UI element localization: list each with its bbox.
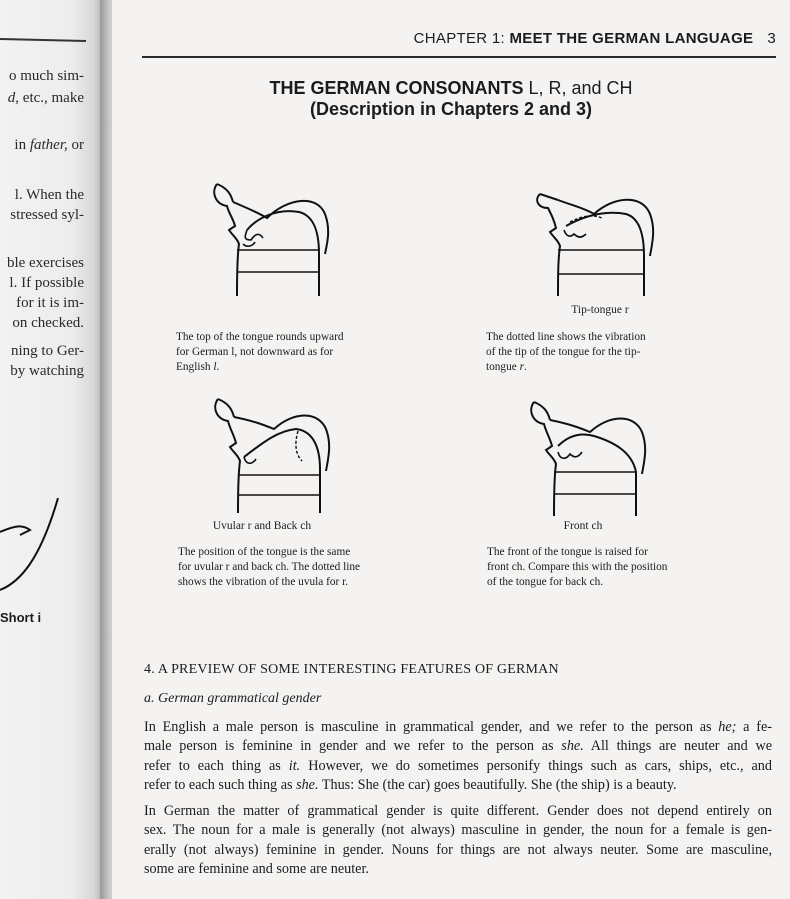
previous-page-header-rule [0,38,86,42]
paragraph-line-italic: it. [288,757,301,774]
paragraph-german-gender [144,802,772,880]
book-page [112,0,790,899]
caption-line: The top of the tongue rounds upward [176,331,344,343]
short-i-label: Short i [0,610,42,625]
paragraph-line-text: male person is feminine in gender and we refer to the person as [144,738,562,755]
previous-page-line-text [8,90,84,106]
caption-tip-tongue-r [486,330,726,375]
paragraph-line-italic: she. [561,738,584,755]
paragraph-line: erally (not always) feminine in gender. Nouns for things are not always neuter. Some are masculine, [144,841,772,858]
caption-line-text-after: . [216,361,220,373]
caption-line [486,360,726,375]
caption-line: for uvular r and back ch. The dotted line [178,561,361,573]
paragraph-line-text-after: However, we do sometimes personify things such as cars, ships, etc., and [300,757,772,774]
paragraph-line-text-after: All things are neuter and we [583,738,773,755]
previous-page-line-text: on checked. [12,315,84,331]
paragraph-line-italic: he; [718,719,737,735]
caption-line: The position of the tongue is the same [178,546,351,558]
caption-line-text: tongue [486,361,520,373]
chapter-number: CHAPTER 1: [413,30,505,47]
chapter-title: MEET THE GERMAN LANGUAGE [509,30,754,47]
previous-page-line-text: ning to Ger- [10,343,84,359]
caption-line-text-after: . [523,361,527,373]
paragraph-line-text: In English a male person is masculine in grammatical gender, and we refer to the person as [144,719,719,735]
page-number: 3 [767,30,776,47]
uvular-r-back-ch-mouth-diagram [208,395,338,515]
paragraph-line [144,737,772,756]
previous-page-line-text: l. If possible [9,275,84,291]
paragraph-line-text-after: a fe- [736,719,772,735]
caption-german-l [176,330,416,375]
paragraph-english-gender [144,718,772,796]
paragraph-line [144,757,772,776]
figure-title [112,78,790,120]
paragraph-line [144,776,772,795]
previous-page-line [14,137,84,154]
paragraph-line: In German the matter of grammatical gender is quite different. Gender does not depend entirely on [144,803,772,819]
section-heading: 4. A PREVIEW OF SOME INTERESTING FEATURES OF GERMAN [144,662,559,677]
caption-line-italic: l [213,361,217,373]
running-header [142,30,776,56]
paragraph-line: sex. The noun for a male is generally (not always) masculine in gender, the noun for a female is gen- [144,822,772,839]
paragraph-line-text: refer to each thing as [144,757,289,774]
caption-line: for German l, not downward as for [176,346,334,358]
previous-page-line [8,90,84,107]
previous-page-line [9,275,84,292]
caption-line: of the tip of the tongue for the tip- [486,346,641,358]
tip-tongue-r-mouth-diagram [530,178,660,298]
previous-page-line-text-italic: d [7,90,16,106]
header-rule [142,56,776,58]
previous-page-line-text: ble exercises [6,255,84,271]
paragraph-line [144,718,772,737]
subsection-heading: a. German grammatical gender [144,691,322,706]
previous-page-line [11,343,84,360]
caption-uvular-r-back-ch [178,545,428,590]
label-tip-tongue-r: Tip-tongue r [571,304,629,316]
previous-page-line-text: for it is im- [16,295,84,311]
label-front-ch: Front ch [563,520,603,532]
previous-page-line [10,207,84,224]
previous-page-line [9,68,84,85]
previous-page-line-text-text-after: or [67,137,84,153]
caption-front-ch [487,545,737,590]
previous-page-line [15,187,84,204]
caption-line [176,360,416,375]
paragraph-line-italic: she. [296,777,319,794]
previous-page-line-text: l. When the [14,187,84,203]
caption-line: The front of the tongue is raised for [487,546,648,558]
previous-page-line-text-italic: father, [29,137,68,153]
front-ch-mouth-diagram [524,398,654,518]
paragraph-line: some are feminine and some are neuter. [144,861,369,878]
short-i-mouth-diagram-partial [0,490,80,600]
german-l-mouth-diagram [207,178,337,298]
previous-page-line [16,295,84,312]
caption-line: The dotted line shows the vibration [486,331,646,343]
label-uvular-r-back-ch: Uvular r and Back ch [212,520,312,532]
title-main: THE GERMAN CONSONANTS [269,78,524,98]
previous-page-edge [0,0,102,899]
paragraph-line-text: refer to each such thing as [144,777,297,794]
paragraph-line-text-after: Thus: She (the car) goes beautifully. She (the ship) is a beauty. [318,777,677,794]
previous-page-line-text [14,137,84,153]
title-subtitle: (Description in Chapters 2 and 3) [309,99,593,119]
previous-page-line-text: by watching [10,363,84,379]
previous-page-line [12,315,84,332]
caption-line: shows the vibration of the uvula for r. [178,576,349,588]
caption-line-text: English [176,361,214,373]
previous-page-line-text: o much sim- [9,68,84,84]
title-letters: L, R, and CH [523,78,633,98]
previous-page-line [7,255,84,272]
previous-page-line-text-text-after: , etc., make [15,90,84,106]
previous-page-line-text-text: in [14,137,30,153]
caption-line: of the tongue for back ch. [487,576,604,588]
caption-line: front ch. Compare this with the position [487,561,668,573]
previous-page-line [10,363,84,380]
caption-line-italic: r [519,361,524,373]
previous-page-line-text: stressed syl- [10,207,84,223]
